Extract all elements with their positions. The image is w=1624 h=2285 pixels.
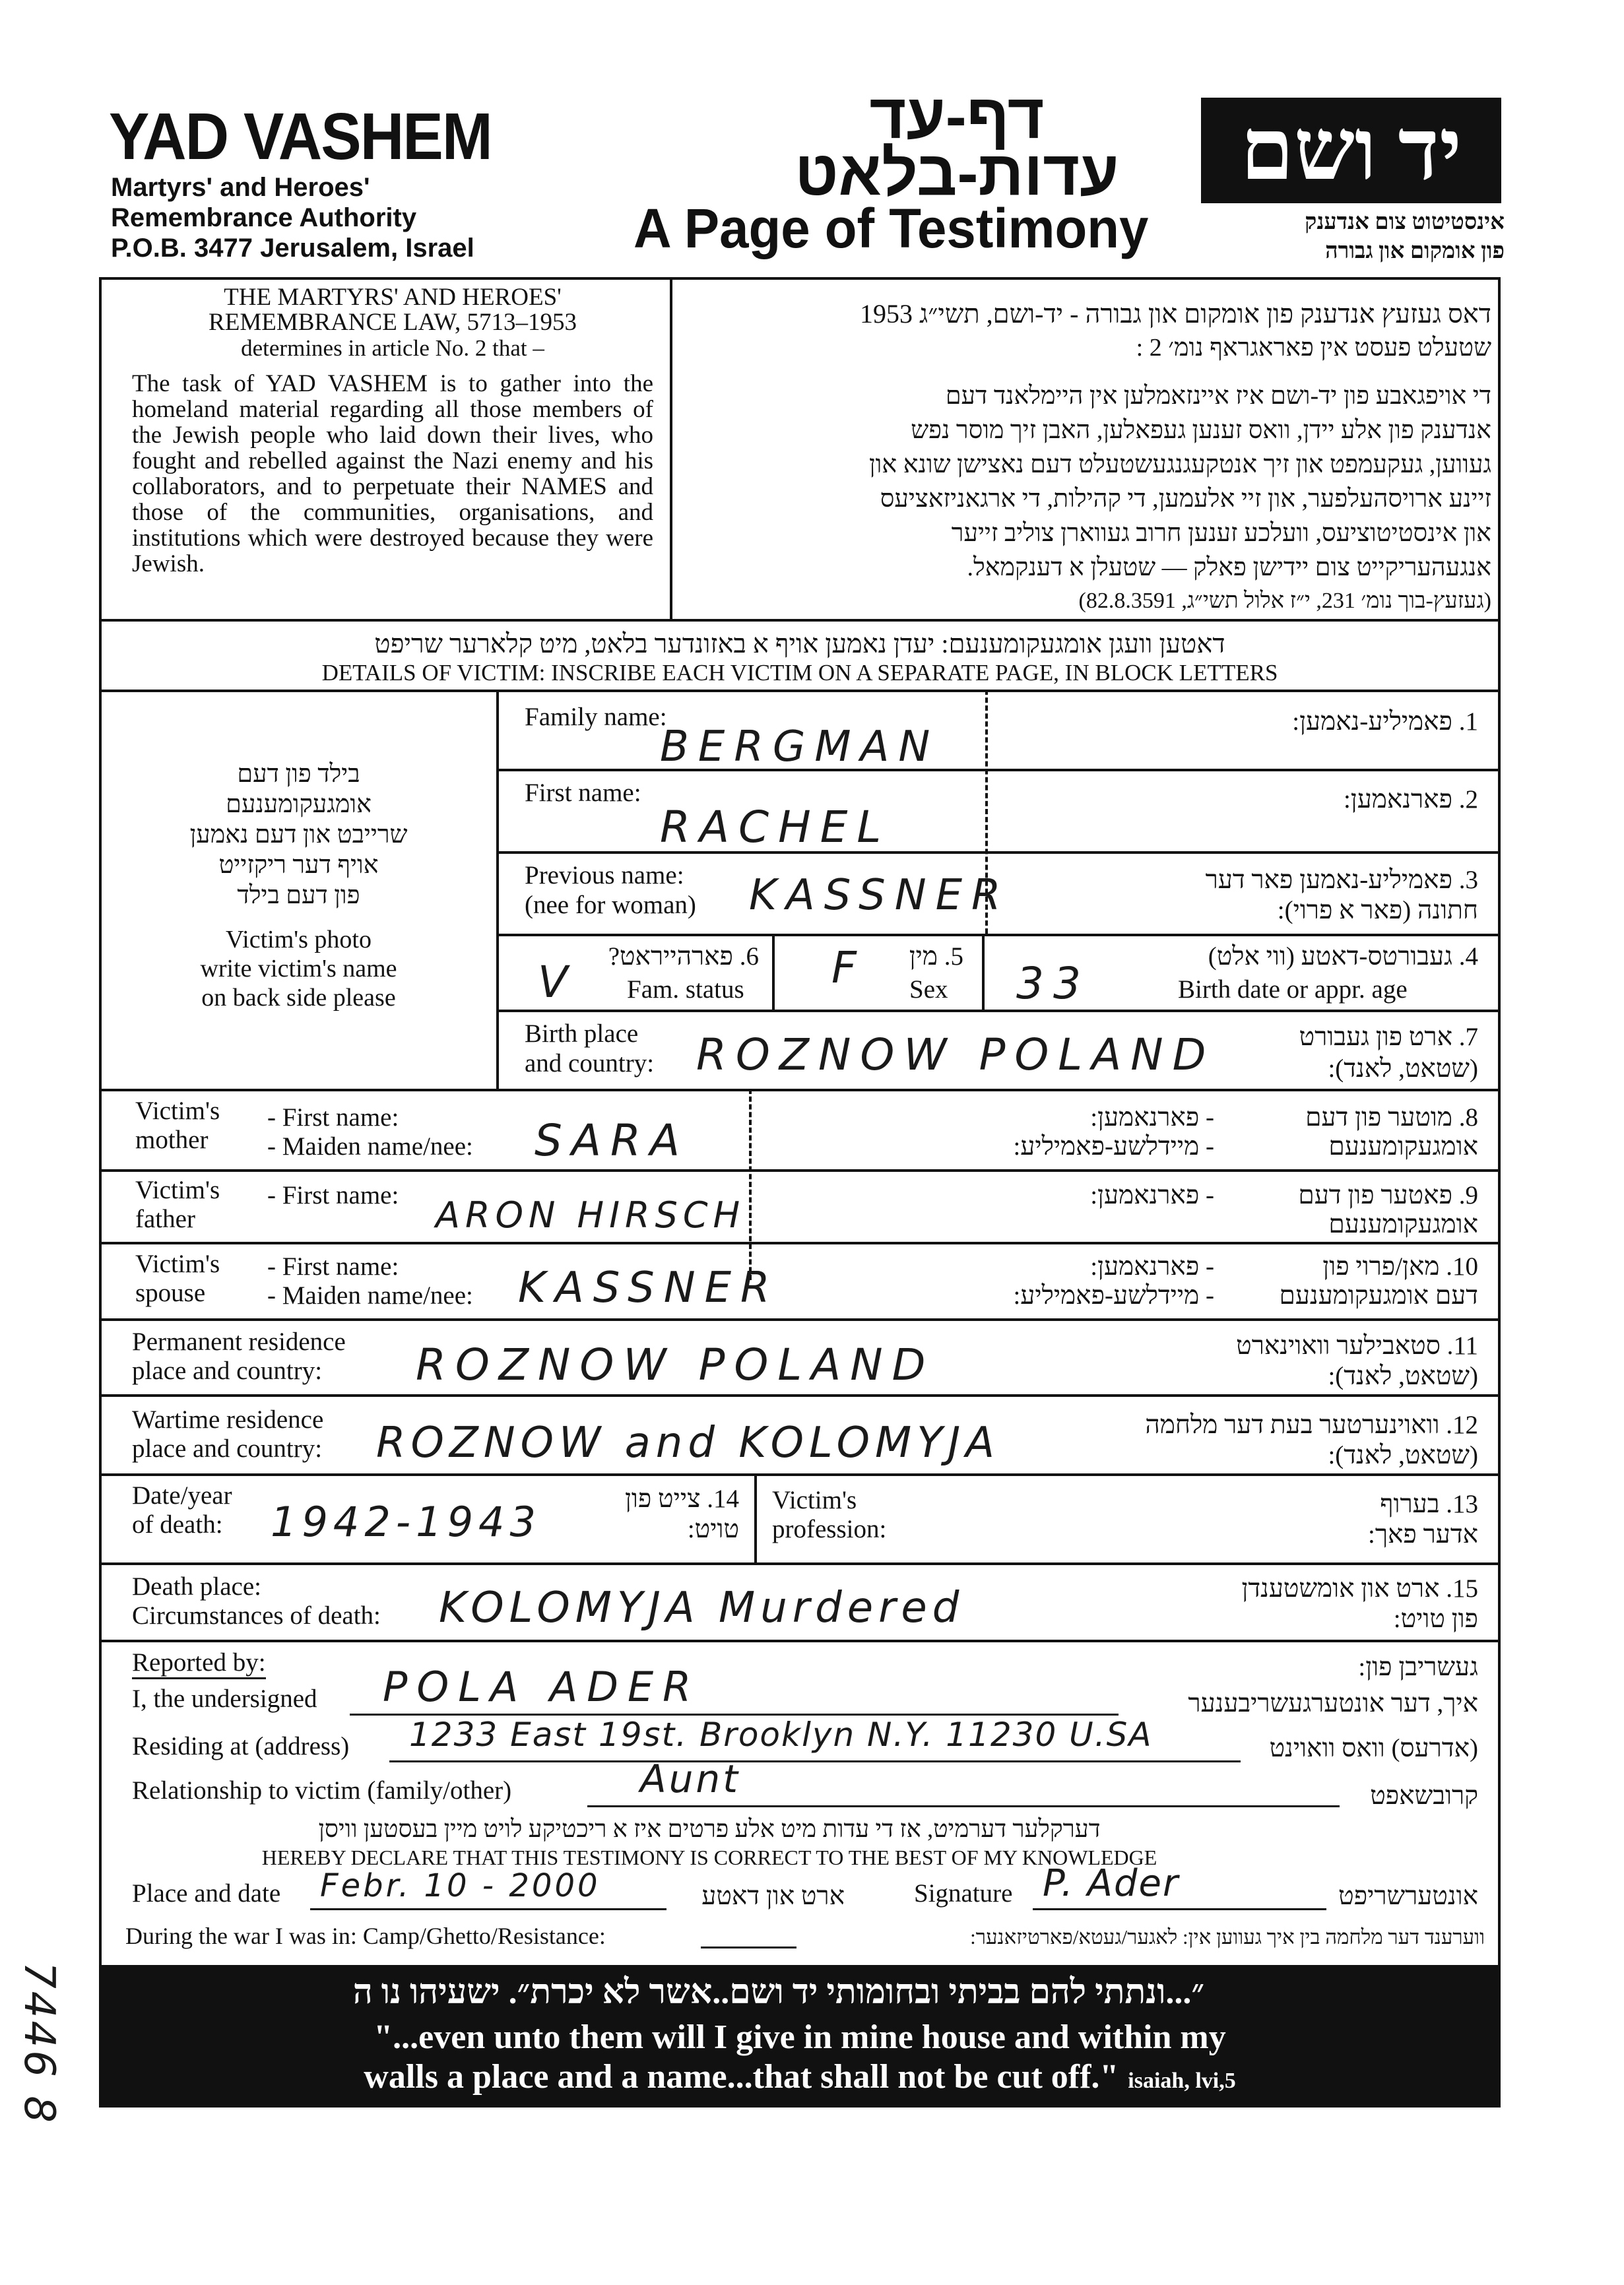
law-body: The task of YAD VASHEM is to gather into the homeland material regarding all those members of the Jewish people who laid down their lives, who fought and rebelled against the Nazi enemy and his collaborators, and to perpetuate their NAMES and those of the communities, organisations, and institutions which were destroyed because they were Jewish. bbox=[132, 370, 653, 577]
birth-date-hebrew-label: 4. געבורטס-דאטע (ווי אלט) bbox=[1208, 942, 1478, 971]
war-location-hebrew-label: ווערענד דער מלחמה בין איך געווען אין: לאגער/געטא/פארטיזאנער: bbox=[970, 1925, 1485, 1948]
mother-first-name-value[interactable]: SARA bbox=[535, 1115, 690, 1166]
spouse-maiden-name-label: - Maiden name/nee: bbox=[267, 1281, 473, 1310]
authority-line-2: Remembrance Authority bbox=[111, 203, 417, 232]
photo-hebrew-line: פון דעם בילד bbox=[237, 882, 360, 909]
signature-label: Signature bbox=[914, 1879, 1013, 1908]
wartime-residence-hebrew-label-1: 12. וואוינערטער בעת דער מלחמה bbox=[1145, 1411, 1478, 1439]
mother-maiden-name-label: - Maiden name/nee: bbox=[267, 1132, 473, 1161]
relationship-hebrew-label: קרובשאפט bbox=[1370, 1782, 1478, 1810]
details-header-english: DETAILS OF VICTIM: INSCRIBE EACH VICTIM ON A SEPARATE PAGE, IN BLOCK LETTERS bbox=[321, 660, 1278, 686]
banner-hebrew-verse: ״...ונתתי להם בביתי ובחומותי יד ושם..אשר לא יכרת״. ישעיהו נו ה bbox=[352, 1974, 1205, 2011]
spouse-side-label-2: spouse bbox=[135, 1279, 206, 1307]
yad-vashem-title: YAD VASHEM bbox=[109, 100, 492, 174]
previous-name-hebrew-label-2: חתונה (פאר א פרוי): bbox=[1277, 896, 1478, 924]
father-first-name-value[interactable]: ARON HIRSCH bbox=[436, 1194, 746, 1236]
undersigned-hebrew-label: איך, דער אונטערגעשריבענער bbox=[1188, 1689, 1478, 1718]
mother-first-name-hebrew-label: - פארנאמען: bbox=[1090, 1103, 1214, 1132]
first-name-hebrew-label: 2. פארנאמען: bbox=[1343, 785, 1478, 814]
reporter-name-value[interactable]: POLA ADER bbox=[383, 1663, 701, 1711]
declaration-hebrew: דערקלער דערמיט, אז די עדות מיט אלע פרטים איז א ריכטיקע לויט מיין בעסטען וויסן bbox=[318, 1816, 1101, 1843]
spouse-first-name-hebrew-label: - פארנאמען: bbox=[1090, 1252, 1214, 1281]
declaration-english: HEREBY DECLARE THAT THIS TESTIMONY IS CORRECT TO THE BEST OF MY KNOWLEDGE bbox=[261, 1846, 1157, 1869]
scripture-banner bbox=[99, 1965, 1501, 2108]
birth-place-country-label: and country: bbox=[525, 1049, 655, 1078]
place-date-value[interactable]: Febr. 10 - 2000 bbox=[320, 1867, 601, 1904]
details-header-hebrew: דאטען וועגן אומגעקומענעם: יעדן נאמען אויף א באזונדער בלאט, מיט קלארער שריפט bbox=[374, 629, 1225, 659]
law-hebrew-title-1: דאס געזעץ אנדענק פון אומקום און גבורה - יד-ושם, תשי״ג 1953 bbox=[860, 299, 1491, 329]
wartime-residence-label-1: Wartime residence bbox=[132, 1405, 324, 1434]
death-place-label: Death place: bbox=[132, 1572, 261, 1601]
law-hebrew-line: געווען, געקעמפט און זיך אנטקעגנגעשטעלט דעם נאצישן שונא און bbox=[868, 451, 1491, 478]
first-name-label: First name: bbox=[525, 779, 641, 807]
previous-name-value[interactable]: KASSNER bbox=[749, 871, 1010, 920]
mother-side-label-2: mother bbox=[135, 1126, 209, 1154]
photo-hebrew-line: אויף דער ריקזייט bbox=[218, 851, 379, 879]
sex-label: Sex bbox=[909, 975, 948, 1004]
yad-vashem-logo: יד ושם bbox=[1201, 98, 1501, 203]
birth-place-value[interactable]: ROZNOW POLAND bbox=[696, 1029, 1216, 1080]
law-hebrew bbox=[690, 297, 1491, 618]
family-name-label: Family name: bbox=[525, 703, 667, 731]
spouse-first-name-label: - First name: bbox=[267, 1252, 399, 1281]
permanent-residence-hebrew-label-2: (שטאט, לאנד): bbox=[1328, 1362, 1478, 1390]
death-place-hebrew-label-2: פון טויט: bbox=[1393, 1605, 1478, 1633]
photo-english-line: on back side please bbox=[201, 984, 396, 1012]
death-date-label-1: Date/year bbox=[132, 1481, 232, 1510]
law-title-1: THE MARTYRS' AND HEROES' bbox=[224, 284, 562, 311]
family-name-hebrew-label: 1. פאמיליע-נאמען: bbox=[1292, 707, 1478, 736]
mother-maiden-name-hebrew-label: - מיידלשע-פאמיליע: bbox=[1013, 1132, 1214, 1161]
banner-english-verse-2: walls a place and a name...that shall not be cut off." bbox=[364, 2058, 1119, 2096]
family-name-value[interactable]: BERGMAN bbox=[660, 723, 940, 771]
spouse-maiden-name-hebrew-label: - מיידלשע-פאמיליע: bbox=[1013, 1281, 1214, 1310]
law-hebrew-line: די אויפגאבע פון יד-ושם איז איינזאמלען אין היימלאנד דעם bbox=[945, 382, 1491, 410]
birth-place-hebrew-label-1: 7. ארט פון געבורט bbox=[1299, 1023, 1478, 1051]
undersigned-label: I, the undersigned bbox=[132, 1685, 317, 1713]
permanent-residence-value[interactable]: ROZNOW POLAND bbox=[416, 1339, 935, 1390]
law-hebrew-line: זיינע ארויסהעלפער, און זיי אלעמען, די קהילות, די ארגאניזאציעס bbox=[880, 485, 1491, 513]
profession-hebrew-label-2: אדער פאך: bbox=[1368, 1520, 1478, 1549]
father-hebrew-label-1: 9. פאטער פון דעם bbox=[1298, 1181, 1478, 1209]
previous-name-nee-label: (nee for woman) bbox=[525, 891, 696, 919]
margin-archive-number: 7446 8 bbox=[14, 1962, 63, 2125]
law-title-3: determines in article No. 2 that – bbox=[241, 335, 544, 361]
father-side-label-2: father bbox=[135, 1205, 195, 1233]
father-first-name-label: - First name: bbox=[267, 1181, 399, 1209]
death-circumstances-label: Circumstances of death: bbox=[132, 1601, 381, 1630]
institute-hebrew-2: פון אומקום און גבורה bbox=[1325, 239, 1505, 263]
reported-by-label: Reported by: bbox=[132, 1648, 266, 1679]
page-of-testimony-hebrew-1: דף-עד bbox=[869, 81, 1045, 152]
death-place-value[interactable]: KOLOMYJA Murdered bbox=[439, 1584, 965, 1632]
law-hebrew-line: און אינסטיטוציעס, וועלכע זענען חרוב געווארן צוליב זייער bbox=[951, 519, 1491, 547]
law-hebrew-title-2: שטעלט פעסט אין פאראגראף נומ׳ 2 : bbox=[1136, 334, 1491, 362]
photo-english-line: Victim's photo bbox=[226, 926, 372, 953]
fam-status-hebrew-label: 6. פארהייראט? bbox=[608, 942, 759, 971]
place-date-hebrew-label: ארט און דאטע bbox=[701, 1882, 845, 1910]
photo-hebrew-line: אומגעקומענעם bbox=[226, 790, 372, 818]
law-hebrew-reference: (געזעץ-בוך נומ׳ 231, י״ז אלול תשי״ג, 82.8.3591) bbox=[1078, 589, 1491, 613]
law-hebrew-line: אנגעהעריקייט צום יידישן פאלק — שטעלן א דענקמאל. bbox=[967, 554, 1491, 581]
signature-value[interactable]: P. Ader bbox=[1043, 1862, 1179, 1905]
signature-hebrew-label: אונטערשריפט bbox=[1338, 1882, 1478, 1910]
spouse-maiden-name-value[interactable]: KASSNER bbox=[518, 1264, 779, 1312]
birth-place-hebrew-label-2: (שטאט, לאנד): bbox=[1328, 1054, 1478, 1083]
death-date-hebrew-label-2: טויט: bbox=[687, 1515, 739, 1543]
previous-name-hebrew-label-1: 3. פאמיליע-נאמען פאר דער bbox=[1205, 866, 1478, 894]
mother-side-label-1: Victim's bbox=[135, 1097, 220, 1125]
profession-label-2: profession: bbox=[772, 1515, 887, 1543]
spouse-side-label-1: Victim's bbox=[135, 1250, 220, 1278]
birth-place-label: Birth place bbox=[525, 1019, 639, 1048]
relationship-label: Relationship to victim (family/other) bbox=[132, 1776, 512, 1805]
relationship-value[interactable]: Aunt bbox=[640, 1756, 740, 1801]
address-value[interactable]: 1233 East 19st. Brooklyn N.Y. 11230 U.SA bbox=[409, 1716, 1153, 1754]
death-date-label-2: of death: bbox=[132, 1510, 223, 1539]
profession-hebrew-label-1: 13. בערוף bbox=[1380, 1490, 1478, 1518]
birth-age-value[interactable]: 33 bbox=[1016, 958, 1090, 1009]
residing-label: Residing at (address) bbox=[132, 1732, 350, 1760]
photo-english-line: write victim's name bbox=[200, 955, 397, 982]
permanent-residence-hebrew-label-1: 11. סטאבילער וואוינארט bbox=[1236, 1332, 1478, 1360]
mother-hebrew-label-1: 8. מוטער פון דעם bbox=[1305, 1103, 1478, 1132]
law-hebrew-line: אנדענק פון אלע יידן, וואס זענען געפאלען, האבן זיך מוסר נפש bbox=[911, 416, 1491, 444]
law-title-2: REMEMBRANCE LAW, 5713–1953 bbox=[209, 309, 577, 336]
place-date-label: Place and date bbox=[132, 1879, 281, 1908]
reported-by-hebrew-label: געשריבן פון: bbox=[1358, 1653, 1478, 1681]
death-date-value[interactable]: 1942-1943 bbox=[271, 1498, 541, 1546]
father-hebrew-label-2: אומגעקומענעם bbox=[1328, 1210, 1478, 1239]
law-divider bbox=[670, 277, 672, 620]
previous-name-label: Previous name: bbox=[525, 861, 684, 889]
fam-status-label: Fam. status bbox=[627, 975, 744, 1004]
page-of-testimony-title: A Page of Testimony bbox=[633, 197, 1149, 259]
spouse-hebrew-label-2: דעם אומגעקומענעם bbox=[1279, 1281, 1478, 1310]
birth-date-label: Birth date or appr. age bbox=[1178, 975, 1408, 1004]
institute-hebrew-1: אינסטיטוט צום אנדענק bbox=[1305, 210, 1505, 234]
wartime-residence-value[interactable]: ROZNOW and KOLOMYJA bbox=[376, 1419, 1000, 1467]
wartime-residence-label-2: place and country: bbox=[132, 1434, 323, 1463]
residing-hebrew-label: (אדרעס) וואס וואוינט bbox=[1269, 1734, 1478, 1762]
father-side-label-1: Victim's bbox=[135, 1176, 220, 1204]
permanent-residence-label-1: Permanent residence bbox=[132, 1328, 346, 1356]
mother-first-name-label: - First name: bbox=[267, 1103, 399, 1132]
death-place-hebrew-label-1: 15. ארט און אומשטענדן bbox=[1241, 1574, 1478, 1603]
banner-reference: isaiah, lvi,5 bbox=[1128, 2069, 1236, 2093]
authority-address: P.O.B. 3477 Jerusalem, Israel bbox=[111, 234, 474, 263]
authority-line-1: Martyrs' and Heroes' bbox=[111, 173, 370, 202]
photo-hebrew-line: בילד פון דעם bbox=[237, 760, 360, 788]
spouse-hebrew-label-1: 10. מאן/פרוי פון bbox=[1322, 1252, 1478, 1281]
war-location-label: During the war I was in: Camp/Ghetto/Resistance: bbox=[125, 1923, 606, 1949]
mother-hebrew-label-2: אומגעקומענעם bbox=[1328, 1132, 1478, 1161]
sex-hebrew-label: 5. מין bbox=[909, 942, 963, 971]
permanent-residence-label-2: place and country: bbox=[132, 1357, 323, 1385]
death-date-hebrew-label-1: 14. צייט פון bbox=[624, 1485, 739, 1513]
page-of-testimony-hebrew-2: עדות-בלאט bbox=[795, 138, 1119, 209]
fam-status-value[interactable]: V bbox=[538, 957, 577, 1008]
photo-hebrew-line: שרייבט און דעם נאמען bbox=[189, 821, 408, 849]
first-name-value[interactable]: RACHEL bbox=[660, 802, 891, 853]
father-first-name-hebrew-label: - פארנאמען: bbox=[1090, 1181, 1214, 1209]
wartime-residence-hebrew-label-2: (שטאט, לאנד): bbox=[1328, 1441, 1478, 1469]
banner-english-verse-1: "...even unto them will I give in mine house and within my bbox=[374, 2018, 1226, 2056]
photo-area bbox=[106, 759, 492, 1012]
law-english bbox=[132, 285, 653, 577]
profession-label-1: Victim's bbox=[772, 1486, 857, 1514]
sex-value[interactable]: F bbox=[831, 942, 866, 993]
